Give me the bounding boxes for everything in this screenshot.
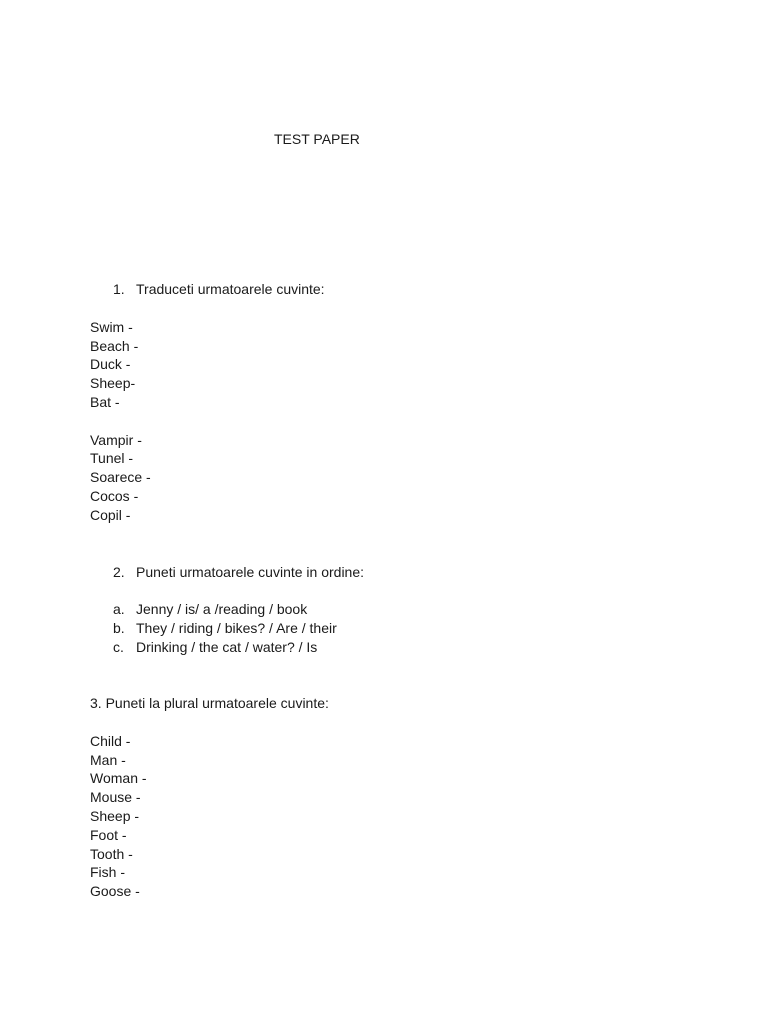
word-item: Beach - — [90, 338, 139, 354]
word-item: Man - — [90, 752, 126, 768]
section-3-heading: 3. Puneti la plural urmatoarele cuvinte: — [90, 695, 329, 711]
word-item: Mouse - — [90, 789, 141, 805]
section-1-heading: Traduceti urmatoarele cuvinte: — [136, 281, 325, 297]
word-item: Sheep - — [90, 808, 140, 824]
section-2-heading: Puneti urmatoarele cuvinte in ordine: — [136, 564, 365, 580]
word-item: Bat - — [90, 394, 120, 410]
word-item: Foot - — [90, 827, 127, 843]
word-item: Fish - — [90, 864, 125, 880]
section-1-number: 1. — [113, 281, 125, 297]
word-item: Soarece - — [90, 469, 151, 485]
sentence-marker: b. — [113, 620, 125, 636]
word-item: Copil - — [90, 507, 131, 523]
word-item: Vampir - — [90, 432, 142, 448]
sentence-item: They / riding / bikes? / Are / their — [136, 620, 337, 636]
word-item: Woman - — [90, 770, 147, 786]
sentence-marker: c. — [113, 639, 124, 655]
word-item: Duck - — [90, 356, 131, 372]
sentence-item: Drinking / the cat / water? / Is — [136, 639, 318, 655]
section-2-number: 2. — [113, 564, 125, 580]
word-item: Tunel - — [90, 450, 134, 466]
word-item: Cocos - — [90, 488, 139, 504]
word-item: Swim - — [90, 319, 133, 335]
word-item: Goose - — [90, 883, 140, 899]
word-item: Tooth - — [90, 846, 133, 862]
word-item: Sheep- — [90, 375, 136, 391]
sentence-item: Jenny / is/ a /reading / book — [136, 601, 308, 617]
document-title: TEST PAPER — [274, 131, 360, 147]
word-item: Child - — [90, 733, 131, 749]
sentence-marker: a. — [113, 601, 125, 617]
